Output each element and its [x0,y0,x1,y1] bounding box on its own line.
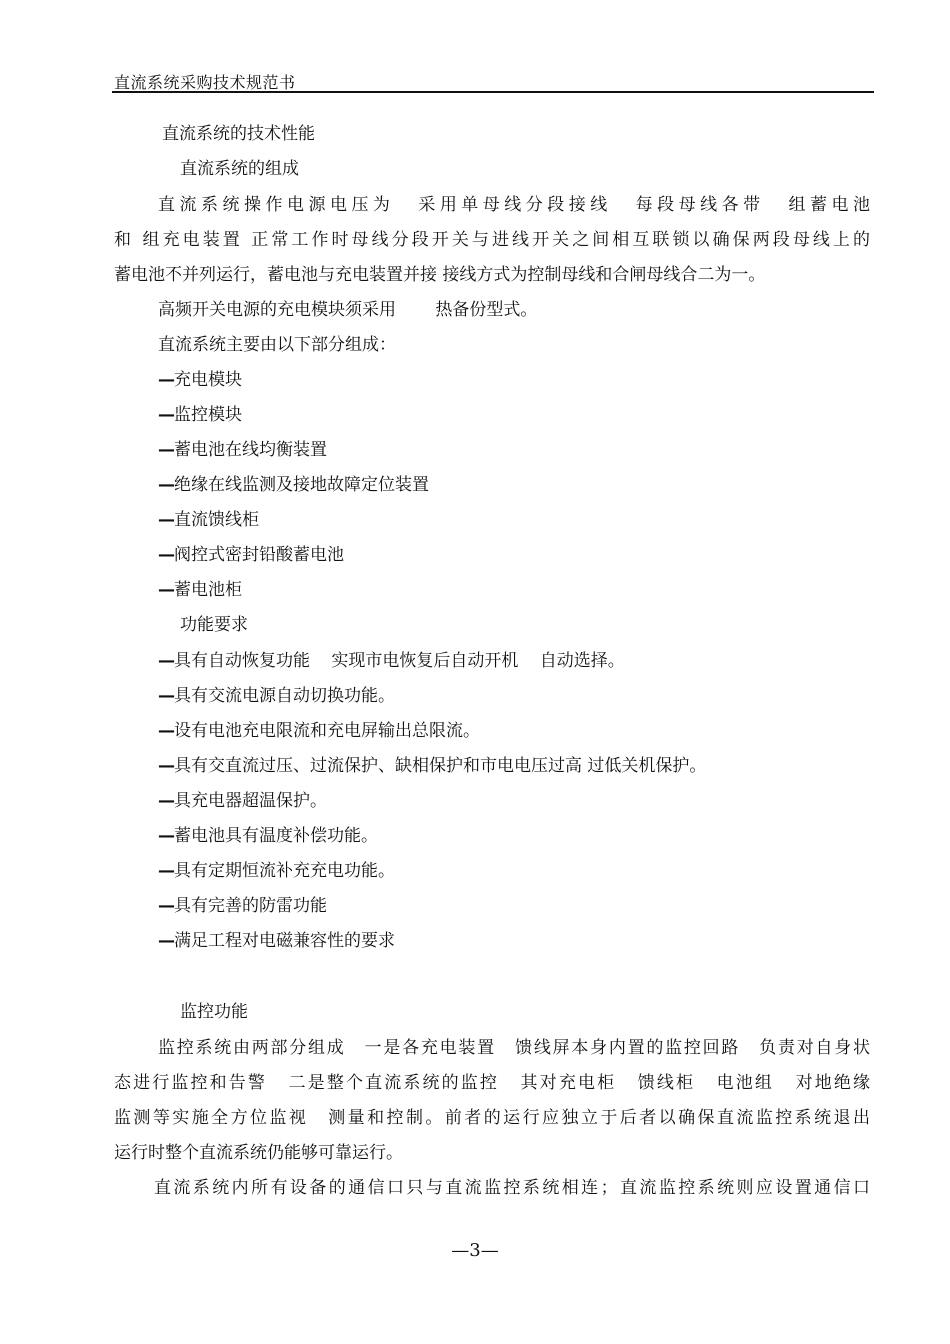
subsection-heading: 监控功能 [180,1002,248,1022]
list-item [158,510,259,530]
list-item-text: 监控模块 [174,405,242,425]
paragraph-line: 蓄电池不并列运行，蓄电池与充电装置并接 接线方式为控制母线和合闸母线合二为一。 [114,265,766,285]
list-item [158,440,327,460]
dash-marker: — [158,931,174,951]
paragraph: 直流系统内所有设备的通信口只与直流监控系统相连；直流监控系统则应设置通信口 [154,1178,870,1198]
dash-marker: — [158,791,174,811]
paragraph: 高频开关电源的充电模块须采用 热备份型式。 [158,300,538,320]
paragraph: 直流系统主要由以下部分组成： [158,335,396,355]
paragraph-line: 态进行监控和告警 二是整个直流系统的监控 其对充电柜 馈线柜 电池组 对地绝缘 [114,1073,870,1093]
list-item [158,931,395,951]
paragraph-line: 运行时整个直流系统仍能够可靠运行。 [114,1143,403,1163]
list-item [158,861,395,881]
section-heading: 直流系统的技术性能 [162,124,315,144]
page-number: —3— [451,1240,499,1261]
document-header-title: 直流系统采购技术规范书 [114,73,296,92]
list-item-text: 满足工程对电磁兼容性的要求 [174,931,395,951]
dash-marker: — [158,440,174,460]
dash-marker: — [158,721,174,741]
list-item [158,896,327,916]
dash-marker: — [158,896,174,916]
list-item-text: 设有电池充电限流和充电屏输出总限流。 [174,721,480,741]
list-item-text: 具有交直流过压、过流保护、缺相保护和市电电压过高 过低关机保护。 [174,756,707,776]
subsection-heading: 直流系统的组成 [180,159,299,179]
list-item-text: 绝缘在线监测及接地故障定位装置 [174,475,429,495]
list-item [158,791,327,811]
list-item [158,721,480,741]
list-item [158,580,242,600]
paragraph-line: 和 组充电装置 正常工作时母线分段开关与进线开关之间相互联锁以确保两段母线上的 [114,230,870,250]
dash-marker: — [158,826,174,846]
list-item-text: 直流馈线柜 [174,510,259,530]
list-item-text: 阀控式密封铅酸蓄电池 [174,545,344,565]
list-item-text: 具有完善的防雷功能 [174,896,327,916]
list-item-text: 具有定期恒流补充充电功能。 [174,861,395,881]
list-item [158,686,395,706]
subsection-heading: 功能要求 [180,615,248,635]
dash-marker: — [158,861,174,881]
list-item [158,475,429,495]
dash-marker: — [158,580,174,600]
paragraph-line: 监控系统由两部分组成 一是各充电装置 馈线屏本身内置的监控回路 负责对自身状 [158,1038,870,1058]
dash-marker: — [158,756,174,776]
list-item [158,545,344,565]
paragraph-line: 监测等实施全方位监视 测量和控制。前者的运行应独立于后者以确保直流监控系统退出 [114,1108,870,1128]
paragraph-line: 直流系统操作电源电压为 采用单母线分段接线 每段母线各带 组蓄电池 [158,195,870,215]
list-item-text: 蓄电池柜 [174,580,242,600]
dash-marker: — [158,405,174,425]
dash-marker: — [158,686,174,706]
header-divider [112,91,874,93]
list-item-text: 具有交流电源自动切换功能。 [174,686,395,706]
list-item-text: 充电模块 [174,370,242,390]
list-item-text: 具充电器超温保护。 [174,791,327,811]
dash-marker: — [158,370,174,390]
list-item [158,370,242,390]
list-item [158,756,706,776]
list-item [158,405,242,425]
list-item-text: 蓄电池在线均衡装置 [174,440,327,460]
list-item [158,826,378,846]
dash-marker: — [158,475,174,495]
list-item-text: 具有自动恢复功能 实现市电恢复后自动开机 自动选择。 [174,651,625,671]
list-item-text: 蓄电池具有温度补偿功能。 [174,826,378,846]
dash-marker: — [158,545,174,565]
list-item [158,651,625,671]
dash-marker: — [158,510,174,530]
dash-marker: — [158,651,174,671]
